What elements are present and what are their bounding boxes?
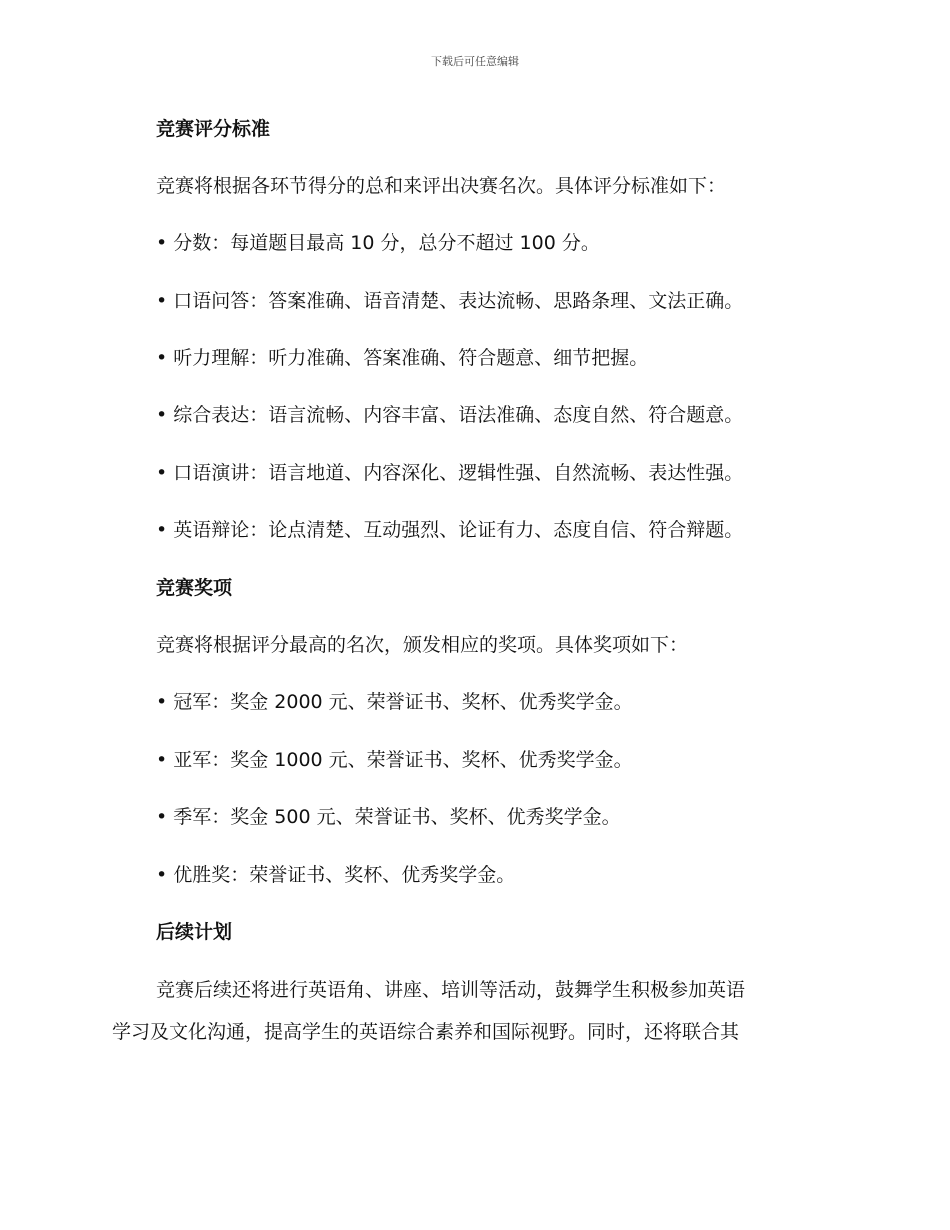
awards-item: • 冠军：奖金 2000 元、荣誉证书、奖杯、优秀奖学金。 (156, 691, 633, 713)
scoring-item: • 分数：每道题目最高 10 分，总分不超过 100 分。 (156, 232, 600, 254)
page-header: 下载后可任意编辑 (431, 55, 519, 68)
scoring-item: • 口语问答：答案准确、语音清楚、表达流畅、思路条理、文法正确。 (156, 290, 744, 312)
awards-intro: 竞赛将根据评分最高的名次，颁发相应的奖项。具体奖项如下： (156, 634, 689, 656)
awards-item: • 亚军：奖金 1000 元、荣誉证书、奖杯、优秀奖学金。 (156, 749, 633, 771)
followup-paragraph-line: 竞赛后续还将进行英语角、讲座、培训等活动，鼓舞学生积极参加英语 (156, 979, 746, 1001)
awards-item: • 季军：奖金 500 元、荣誉证书、奖杯、优秀奖学金。 (156, 806, 621, 828)
scoring-intro: 竞赛将根据各环节得分的总和来评出决赛名次。具体评分标准如下： (156, 175, 727, 197)
section-heading-scoring: 竞赛评分标准 (156, 118, 271, 140)
scoring-item: • 英语辩论：论点清楚、互动强烈、论证有力、态度自信、符合辩题。 (156, 519, 744, 541)
followup-paragraph-line: 学习及文化沟通，提高学生的英语综合素养和国际视野。同时，还将联合其 (112, 1021, 740, 1043)
scoring-item: • 综合表达：语言流畅、内容丰富、语法准确、态度自然、符合题意。 (156, 404, 744, 426)
awards-item: • 优胜奖：荣誉证书、奖杯、优秀奖学金。 (156, 864, 516, 886)
section-heading-followup: 后续计划 (156, 921, 233, 943)
section-heading-awards: 竞赛奖项 (156, 577, 233, 599)
scoring-item: • 口语演讲：语言地道、内容深化、逻辑性强、自然流畅、表达性强。 (156, 462, 744, 484)
scoring-item: • 听力理解：听力准确、答案准确、符合题意、细节把握。 (156, 347, 649, 369)
